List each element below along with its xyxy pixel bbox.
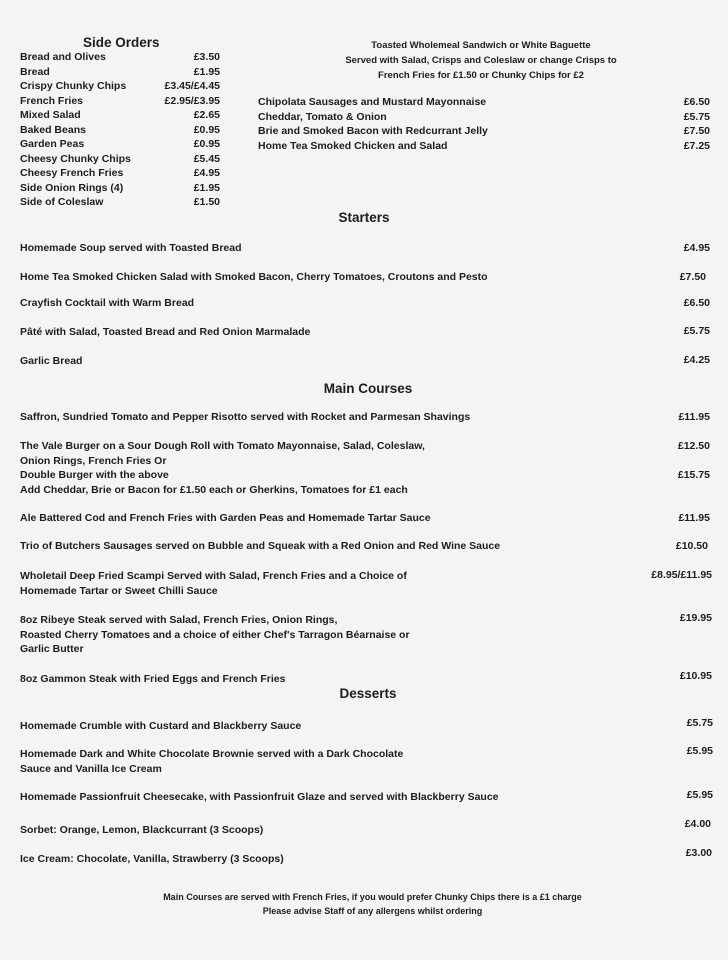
menu-item xyxy=(20,108,220,123)
item-name: Chipolata Sausages and Mustard Mayonnaise xyxy=(258,96,487,108)
menu-item xyxy=(20,152,220,167)
item-price: £3.50 xyxy=(193,51,220,63)
item-name: Crispy Chunky Chips xyxy=(20,80,127,92)
item-name: Brie and Smoked Bacon with Redcurrant Jelly xyxy=(258,125,488,137)
item-line: The Vale Burger on a Sour Dough Roll with Tomato Mayonnaise, Salad, Coleslaw, xyxy=(20,440,425,452)
item-line: 8oz Ribeye Steak served with Salad, French Fries, Onion Rings, xyxy=(20,614,338,626)
side-orders-heading: Side Orders xyxy=(83,35,160,50)
dessert-item xyxy=(20,823,263,838)
main-item xyxy=(20,539,500,554)
item-price: £2.65 xyxy=(193,109,220,121)
item-price: £1.50 xyxy=(193,196,220,208)
item-line: Homemade Dark and White Chocolate Brownie served with a Dark Chocolate xyxy=(20,748,404,760)
menu-item xyxy=(258,124,710,139)
intro-line: Toasted Wholemeal Sandwich or White Baguette xyxy=(371,40,591,51)
item-line: Homemade Tartar or Sweet Chilli Sauce xyxy=(20,584,218,597)
main-price: £19.95 xyxy=(679,612,712,624)
item-line: Wholetail Deep Fried Scampi Served with Salad, French Fries and a Choice of xyxy=(20,570,407,582)
main-price: £11.95 xyxy=(678,411,710,423)
main-price: £8.95/£11.95 xyxy=(651,569,712,581)
item-name: Baked Beans xyxy=(20,123,86,136)
main-item xyxy=(20,410,470,425)
starter-price: £4.25 xyxy=(683,354,710,366)
menu-item xyxy=(20,137,220,152)
menu-item xyxy=(20,50,220,65)
item-name: Bread and Olives xyxy=(20,51,106,63)
main-item xyxy=(20,613,410,657)
menu-item xyxy=(20,65,220,80)
desserts-heading: Desserts xyxy=(339,686,397,701)
starter-name: Crayfish Cocktail with Warm Bread xyxy=(20,297,195,309)
starter-name: Home Tea Smoked Chicken Salad with Smoked Bacon, Cherry Tomatoes, Croutons and Pesto xyxy=(20,271,488,283)
starters-heading: Starters xyxy=(338,210,390,225)
main-price: £10.50 xyxy=(675,540,708,552)
item-line: Sorbet: Orange, Lemon, Blackcurrant (3 Scoops) xyxy=(20,824,264,836)
item-line: Roasted Cherry Tomatoes and a choice of either Chef's Tarragon Béarnaise or xyxy=(20,628,410,641)
menu-item xyxy=(20,181,220,196)
dessert-price: £5.95 xyxy=(686,745,713,757)
main-price: £12.50 xyxy=(677,440,710,452)
item-price: £3.45/£4.45 xyxy=(164,80,220,92)
item-name: Cheesy Chunky Chips xyxy=(20,152,131,165)
item-line: Trio of Butchers Sausages served on Bubble and Squeak with a Red Onion and Red Wine Sauce xyxy=(20,540,501,552)
item-price: £5.75 xyxy=(683,110,710,123)
dessert-item xyxy=(20,790,499,805)
item-price: £0.95 xyxy=(193,138,220,150)
item-line: 8oz Gammon Steak with Fried Eggs and French Fries xyxy=(20,673,286,685)
item-name: Cheesy French Fries xyxy=(20,167,124,179)
footer-line: Please advise Staff of any allergens whilst ordering xyxy=(262,906,483,916)
starter-price: £5.75 xyxy=(683,325,710,337)
item-line: Homemade Passionfruit Cheesecake, with Passionfruit Glaze and served with Blackberry Sauce xyxy=(20,791,499,803)
item-name: Garden Peas xyxy=(20,138,85,150)
starter-price: £4.95 xyxy=(683,242,710,254)
side-orders-list xyxy=(20,50,220,210)
item-line: Onion Rings, French Fries Or xyxy=(20,454,167,467)
dessert-item xyxy=(20,719,301,734)
item-line: Saffron, Sundried Tomato and Pepper Risotto served with Rocket and Parmesan Shavings xyxy=(20,411,471,423)
dessert-item xyxy=(20,852,284,867)
menu-item xyxy=(258,139,710,154)
item-price: £6.50 xyxy=(683,96,710,108)
main-item xyxy=(20,672,285,687)
dessert-price: £4.00 xyxy=(684,818,711,830)
starter-name: Garlic Bread xyxy=(20,355,83,367)
item-name: French Fries xyxy=(20,94,84,107)
item-price: £1.95 xyxy=(193,65,220,78)
main-item xyxy=(20,439,425,497)
item-price: £0.95 xyxy=(193,123,220,136)
intro-line: Served with Salad, Crisps and Coleslaw or change Crisps to xyxy=(345,55,617,66)
item-name: Home Tea Smoked Chicken and Salad xyxy=(258,139,448,152)
item-name: Cheddar, Tomato & Onion xyxy=(258,110,387,123)
starter-name: Pâté with Salad, Toasted Bread and Red Onion Marmalade xyxy=(20,326,311,338)
starter-price: £6.50 xyxy=(683,297,710,309)
dessert-item xyxy=(20,747,403,776)
item-name: Side of Coleslaw xyxy=(20,196,104,208)
item-price: £5.45 xyxy=(193,152,220,165)
menu-item xyxy=(20,166,220,181)
main-item xyxy=(20,511,431,526)
menu-item xyxy=(20,123,220,138)
item-line: Garlic Butter xyxy=(20,643,84,655)
dessert-price: £3.00 xyxy=(685,847,712,859)
item-line: Double Burger with the above xyxy=(20,469,169,481)
mains-heading: Main Courses xyxy=(323,381,413,396)
main-price-double: £15.75 xyxy=(677,469,710,481)
item-price: £7.25 xyxy=(683,139,710,152)
dessert-price: £5.75 xyxy=(686,717,713,729)
menu-item xyxy=(20,195,220,210)
item-line: Ice Cream: Chocolate, Vanilla, Strawberry (3 Scoops) xyxy=(20,853,284,865)
footer-line: Main Courses are served with French Fries, if you would prefer Chunky Chips there is a £1 charge xyxy=(163,892,582,902)
sandwich-intro xyxy=(330,38,632,83)
main-item xyxy=(20,569,407,598)
footer-notes xyxy=(100,890,645,918)
menu-item xyxy=(20,79,220,94)
dessert-price: £5.95 xyxy=(686,789,713,801)
menu-item xyxy=(258,110,710,125)
sandwich-list xyxy=(258,95,710,153)
item-name: Bread xyxy=(20,65,50,78)
starter-price: £7.50 xyxy=(679,271,706,283)
item-name: Side Onion Rings (4) xyxy=(20,181,124,194)
item-price: £4.95 xyxy=(193,167,220,179)
item-line: Sauce and Vanilla Ice Cream xyxy=(20,762,162,775)
item-line: Ale Battered Cod and French Fries with Garden Peas and Homemade Tartar Sauce xyxy=(20,512,431,524)
item-price: £1.95 xyxy=(193,181,220,194)
item-line: Homemade Crumble with Custard and Blackberry Sauce xyxy=(20,720,302,732)
starter-name: Homemade Soup served with Toasted Bread xyxy=(20,242,242,254)
menu-item xyxy=(258,95,710,110)
main-price: £11.95 xyxy=(678,512,710,524)
item-line: Add Cheddar, Brie or Bacon for £1.50 each or Gherkins, Tomatoes for £1 each xyxy=(20,483,408,496)
item-name: Mixed Salad xyxy=(20,109,81,121)
item-price: £7.50 xyxy=(683,125,710,137)
intro-line: French Fries for £1.50 or Chunky Chips for £2 xyxy=(378,70,584,81)
main-price: £10.95 xyxy=(679,670,712,682)
menu-item xyxy=(20,94,220,109)
item-price: £2.95/£3.95 xyxy=(164,94,220,107)
